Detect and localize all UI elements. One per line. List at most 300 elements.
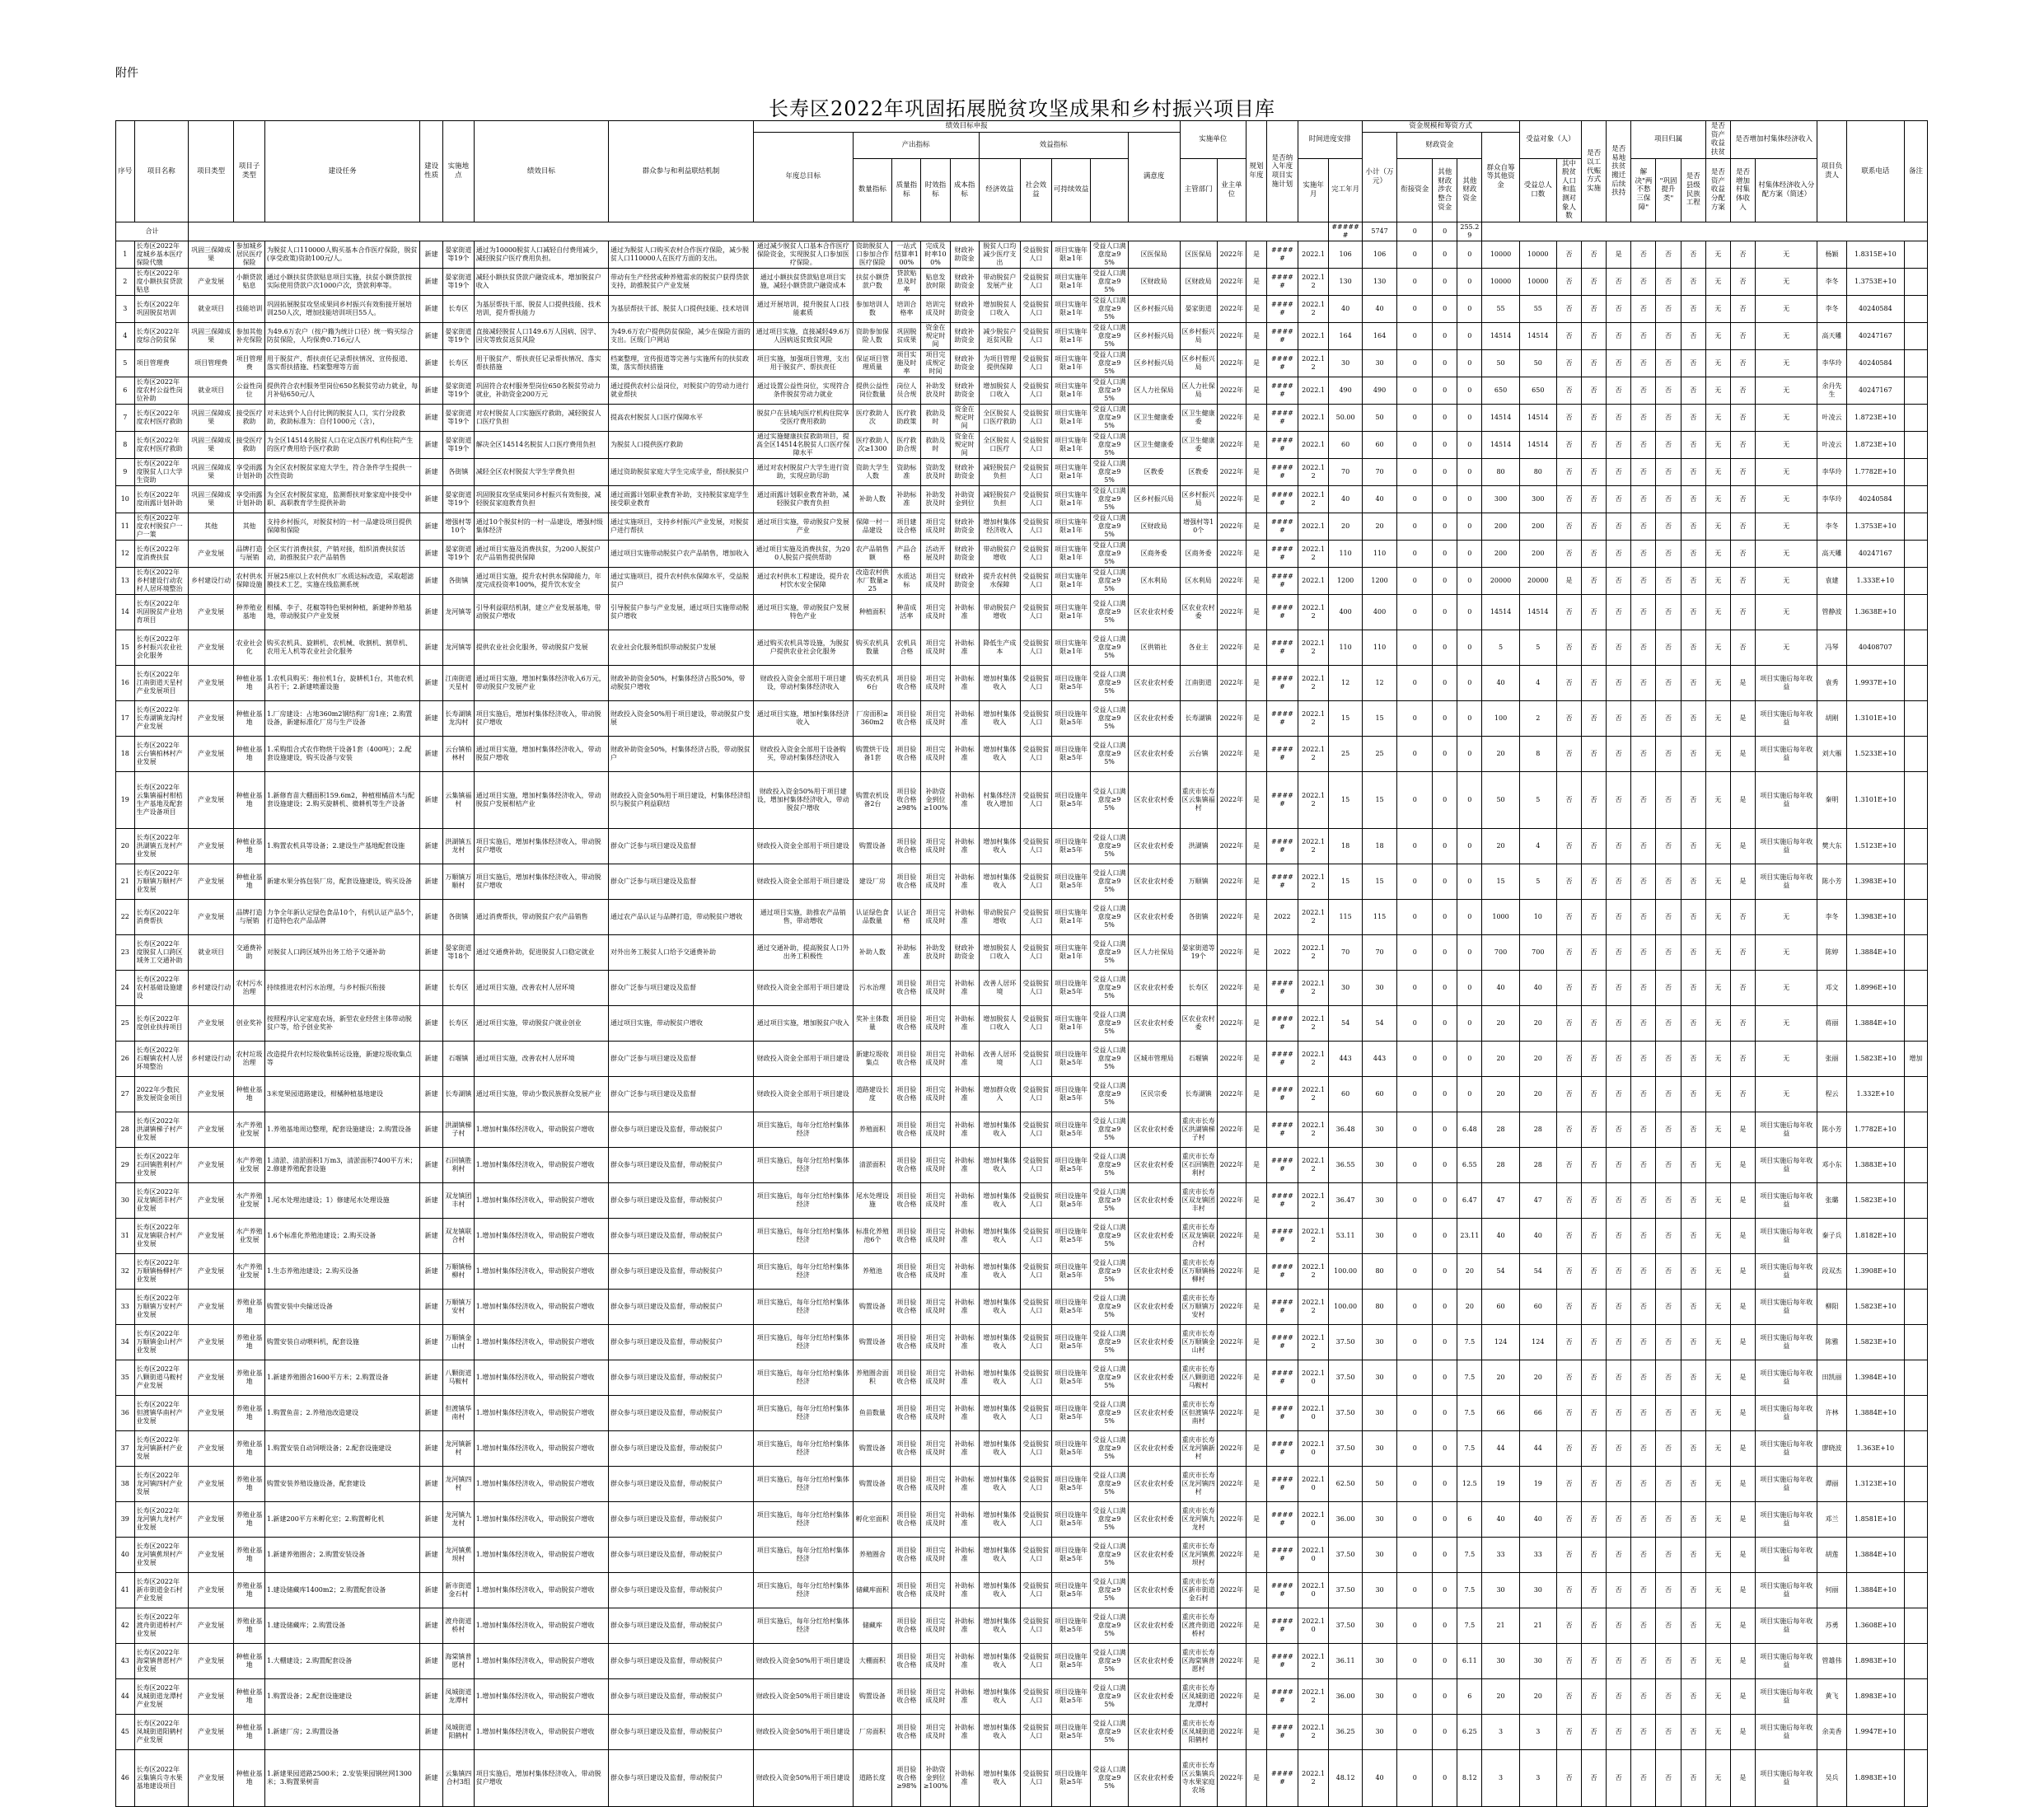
- table-cell: #####: [1267, 1076, 1298, 1112]
- table-cell: 完成及时率100%: [921, 241, 950, 268]
- table-cell: 救助及时: [921, 404, 950, 431]
- table-cell: 1.清淤、清淤面积1万m3，清淤面积7400平方米；2.修建养殖配套设施: [264, 1147, 419, 1182]
- table-cell: 1.8723E+10: [1846, 431, 1904, 458]
- table-cell: 产业发展: [188, 540, 233, 567]
- header-profit1: 是否资产收益分配方案: [1705, 158, 1730, 222]
- table-cell: 否: [1656, 899, 1681, 934]
- table-cell: 否: [1556, 771, 1581, 828]
- table-cell: 否: [1681, 1678, 1705, 1714]
- table-cell: 群众参与项目建设及监督，带动脱贫户: [609, 1643, 754, 1678]
- table-cell: 16: [116, 665, 135, 700]
- table-cell: 新建: [420, 1749, 443, 1806]
- table-cell: 2022年: [1217, 1182, 1246, 1218]
- table-cell: 带动有生产经营或种养殖需求的脱贫户获得贷款支持，助推脱贫户产业发展: [609, 268, 754, 295]
- table-cell: 0: [1433, 1537, 1457, 1572]
- table-cell: 长寿湖镇: [1180, 700, 1217, 736]
- table-cell: 项目实施年限≥1年: [1051, 934, 1091, 970]
- table-cell: 7.5: [1457, 1360, 1482, 1395]
- table-row: [116, 736, 1928, 771]
- table-cell: 受益人口满意度≥95%: [1091, 1501, 1128, 1537]
- table-cell: 40: [1482, 665, 1519, 700]
- table-cell: 区农业农村委: [1128, 1430, 1180, 1466]
- table-cell: 巩固三保障成果: [188, 322, 233, 349]
- table-cell: 31: [116, 1218, 135, 1253]
- table-cell: 0: [1397, 540, 1433, 567]
- table-cell: 1.3983E+10: [1846, 864, 1904, 899]
- table-row: [116, 630, 1928, 665]
- table-cell: 13: [116, 567, 135, 594]
- table-cell: 为基层帮扶干部、脱贫人口提供技能、技术培训: [609, 295, 754, 322]
- table-cell: 3米宽果园道路建设，柑橘种植基地建设: [264, 1076, 419, 1112]
- table-cell: 50: [1482, 349, 1519, 377]
- table-cell: 财政投入资金全部用于项目建设: [753, 1076, 853, 1112]
- table-cell: 200: [1482, 513, 1519, 540]
- table-cell: 0: [1433, 1643, 1457, 1678]
- table-cell: 否: [1656, 1005, 1681, 1041]
- table-cell: 是: [1730, 1324, 1755, 1360]
- header-end: 完工年月: [1329, 158, 1362, 222]
- table-cell: 小额贷款贴息: [234, 268, 265, 295]
- table-cell: 水产养殖业发展: [234, 1253, 265, 1289]
- table-cell: 受益人口满意度≥95%: [1091, 1360, 1128, 1395]
- table-cell: 44: [116, 1678, 135, 1714]
- table-cell: 农产品销售额: [853, 540, 892, 567]
- table-cell: 通过对农村脱贫户大学生进行资助，实现应助尽助: [753, 458, 853, 485]
- table-cell: 否: [1656, 404, 1681, 431]
- table-cell: 长寿区: [443, 970, 475, 1005]
- table-cell: 区卫生健康委: [1180, 404, 1217, 431]
- table-cell: 0: [1457, 540, 1482, 567]
- table-cell: 40: [1519, 970, 1556, 1005]
- table-cell: 项目完成及时: [921, 1395, 950, 1430]
- table-cell: [1905, 1643, 1928, 1678]
- table-cell: 项目完成及时: [921, 594, 950, 630]
- table-cell: 2022年: [1217, 349, 1246, 377]
- table-cell: 为49.6万农户提供防贫保险，减少在保险方面的支出。区级门户网站: [609, 322, 754, 349]
- table-cell: 70: [1362, 458, 1397, 485]
- table-cell: 新建: [420, 295, 443, 322]
- table-cell: 通过项目实施，增加村集体经济收入，带动脱贫户发展柑桔产业: [474, 771, 608, 828]
- table-cell: 0: [1433, 404, 1457, 431]
- table-cell: 否: [1556, 377, 1581, 404]
- table-cell: 是: [1730, 1112, 1755, 1147]
- table-cell: 项目验收合格≥98%: [892, 771, 921, 828]
- table-cell: 受益人口满意度≥95%: [1091, 567, 1128, 594]
- table-cell: 130: [1362, 268, 1397, 295]
- table-cell: 否: [1631, 540, 1656, 567]
- table-cell: 0: [1397, 771, 1433, 828]
- table-cell: 18: [1362, 828, 1397, 864]
- table-cell: 各业主: [1180, 630, 1217, 665]
- table-cell: 项目完成及时: [921, 1041, 950, 1076]
- table-cell: 受益人口满意度≥95%: [1091, 1324, 1128, 1360]
- table-cell: 各街镇: [443, 458, 475, 485]
- table-cell: 0: [1397, 1005, 1433, 1041]
- table-cell: 2022.12: [1298, 736, 1329, 771]
- table-cell: 长寿区2022年双龙镇联合村产业发展: [134, 1218, 188, 1253]
- table-cell: 通过雨露计划职业教育补助，减轻脱贫户教育负担: [753, 485, 853, 513]
- table-cell: 1.增加村集体经济收入，带动脱贫户增收: [474, 1714, 608, 1749]
- table-cell: 项目实施后每年收益: [1756, 1572, 1817, 1608]
- table-cell: #####: [1267, 377, 1298, 404]
- table-cell: 22: [116, 899, 135, 934]
- table-cell: 受益脱贫人口: [1021, 934, 1052, 970]
- table-cell: 否: [1607, 1360, 1631, 1395]
- table-cell: 否: [1656, 431, 1681, 458]
- table-cell: 20: [1482, 1041, 1519, 1076]
- table-cell: 受益人口满意度≥95%: [1091, 970, 1128, 1005]
- table-row: [116, 700, 1928, 736]
- table-cell: 渡舟街道桥村: [443, 1608, 475, 1643]
- table-cell: 30: [1362, 1324, 1397, 1360]
- table-cell: 是: [1246, 1537, 1266, 1572]
- table-cell: 0: [1397, 665, 1433, 700]
- table-cell: 长寿区2022年度农村公益性岗位补助: [134, 377, 188, 404]
- table-cell: 28: [1519, 1147, 1556, 1182]
- table-cell: 否: [1681, 431, 1705, 458]
- table-cell: 否: [1656, 1112, 1681, 1147]
- table-cell: 2022.12: [1298, 1678, 1329, 1714]
- table-cell: 0: [1397, 1678, 1433, 1714]
- table-cell: 长寿区2022年消费帮扶: [134, 899, 188, 934]
- table-cell: 6.48: [1457, 1112, 1482, 1147]
- table-cell: 否: [1656, 1678, 1681, 1714]
- table-cell: 项目验收合格: [892, 1041, 921, 1076]
- table-cell: 长寿区2022年渡舟街道桥村产业发展: [134, 1608, 188, 1643]
- table-cell: 2022.12: [1298, 1714, 1329, 1749]
- table-cell: 云台镇: [1180, 736, 1217, 771]
- table-cell: 33: [1482, 1537, 1519, 1572]
- table-cell: 是: [1246, 513, 1266, 540]
- table-cell: 项目实施后，每年分红给村集体经济: [753, 1608, 853, 1643]
- table-cell: 1.8983E+10: [1846, 1678, 1904, 1714]
- table-cell: [1905, 404, 1928, 431]
- table-cell: 是: [1246, 864, 1266, 899]
- table-cell: 否: [1631, 594, 1656, 630]
- table-cell: 受益脱贫人口: [1021, 1324, 1052, 1360]
- table-cell: 6.55: [1457, 1147, 1482, 1182]
- table-cell: [1905, 1395, 1928, 1430]
- table-cell: 2022.12: [1298, 1218, 1329, 1253]
- table-cell: 否: [1656, 349, 1681, 377]
- table-cell: 增加村集体收入: [979, 736, 1020, 771]
- table-cell: 否: [1730, 295, 1755, 322]
- table-cell: 厂房面积≥360m2: [853, 700, 892, 736]
- total-sub-fiscal: 5747: [1362, 222, 1397, 241]
- table-cell: 补助标准: [950, 970, 979, 1005]
- table-cell: 27: [116, 1076, 135, 1112]
- table-cell: 否: [1681, 700, 1705, 736]
- table-cell: 种植业基地: [234, 828, 265, 864]
- table-cell: 其他: [234, 513, 265, 540]
- table-cell: 0: [1457, 828, 1482, 864]
- table-cell: 32: [116, 1253, 135, 1289]
- table-cell: 否: [1556, 1076, 1581, 1112]
- table-cell: 否: [1656, 665, 1681, 700]
- table-cell: 新建: [420, 1466, 443, 1501]
- table-cell: 0: [1433, 1608, 1457, 1643]
- table-cell: 带动脱贫户发展产业: [979, 268, 1020, 295]
- table-cell: 项目实施后，每年分红给村集体经济: [753, 1112, 853, 1147]
- table-cell: 0: [1433, 241, 1457, 268]
- table-cell: 否: [1582, 700, 1607, 736]
- header-self-fund: 群众自筹等其他资金: [1482, 132, 1519, 222]
- table-cell: 30: [1362, 1643, 1397, 1678]
- table-cell: 否: [1631, 1430, 1656, 1466]
- table-cell: 培训合格率: [892, 295, 921, 322]
- table-cell: 否: [1556, 485, 1581, 513]
- table-cell: 叶凌云: [1817, 431, 1846, 458]
- table-cell: 21: [116, 864, 135, 899]
- table-cell: 否: [1681, 1076, 1705, 1112]
- table-cell: 全区实行消费扶贫，产销对接，组织消费扶贫活动，助推脱贫户农产品销售: [264, 540, 419, 567]
- table-cell: 补助标准: [950, 1041, 979, 1076]
- table-cell: 否: [1582, 864, 1607, 899]
- table-cell: 补助标准: [950, 1395, 979, 1430]
- table-cell: 3: [1482, 1749, 1519, 1806]
- table-cell: 否: [1607, 828, 1631, 864]
- table-cell: 20: [1482, 1076, 1519, 1112]
- table-cell: 1.8983E+10: [1846, 1749, 1904, 1806]
- table-cell: 否: [1556, 1678, 1581, 1714]
- table-cell: 项目实施后每年收益: [1756, 665, 1817, 700]
- table-cell: 1.7782E+10: [1846, 1112, 1904, 1147]
- table-cell: 1.5823E+10: [1846, 1182, 1904, 1218]
- table-cell: 降低生产成本: [979, 630, 1020, 665]
- table-cell: 否: [1656, 295, 1681, 322]
- table-row: [116, 513, 1928, 540]
- table-cell: 无: [1705, 700, 1730, 736]
- table-cell: 区财政局: [1128, 513, 1180, 540]
- table-cell: 0: [1433, 1289, 1457, 1324]
- table-cell: 无: [1756, 1076, 1817, 1112]
- table-cell: 0: [1397, 1395, 1433, 1430]
- table-cell: 20: [1519, 1360, 1556, 1395]
- table-cell: 是: [1246, 268, 1266, 295]
- table-cell: 2022.10: [1298, 1395, 1329, 1430]
- table-cell: 项目完成及时: [921, 828, 950, 864]
- table-cell: 1.3884E+10: [1846, 1395, 1904, 1430]
- table-cell: [1905, 241, 1928, 268]
- table-cell: 通过项目实施，带动脱贫户发展特色产业: [753, 594, 853, 630]
- table-cell: 区财政局: [1180, 268, 1217, 295]
- table-cell: 财政补助资金: [950, 513, 979, 540]
- table-cell: 否: [1730, 458, 1755, 485]
- table-cell: 14514: [1519, 431, 1556, 458]
- table-cell: 区医保局: [1180, 241, 1217, 268]
- table-cell: 区乡村振兴局: [1128, 295, 1180, 322]
- table-cell: 项目实施后，增加村集体经济收入，带动脱贫户增收: [474, 1749, 608, 1806]
- table-cell: 增加群众收入: [979, 1076, 1020, 1112]
- table-cell: 区教委: [1128, 458, 1180, 485]
- table-cell: 无: [1705, 404, 1730, 431]
- table-cell: 2022年: [1217, 1076, 1246, 1112]
- table-cell: 2022年: [1217, 268, 1246, 295]
- table-cell: 36: [116, 1395, 135, 1430]
- table-cell: 0: [1397, 404, 1433, 431]
- table-cell: 余丹先生: [1817, 377, 1846, 404]
- table-cell: 否: [1631, 1537, 1656, 1572]
- table-cell: 项目设施年限≥5年: [1051, 700, 1091, 736]
- table-cell: 项目设施年限≥5年: [1051, 1076, 1091, 1112]
- table-cell: 36.25: [1329, 1714, 1362, 1749]
- table-cell: 受益脱贫人口: [1021, 322, 1052, 349]
- table-cell: 污水治理: [853, 970, 892, 1005]
- table-cell: 龙河镇蕉坝村: [443, 1537, 475, 1572]
- table-cell: 2022.12: [1298, 864, 1329, 899]
- table-cell: 否: [1582, 1324, 1607, 1360]
- table-cell: 财政投入资金50%用于项目建设: [753, 1678, 853, 1714]
- table-cell: 30: [1362, 1430, 1397, 1466]
- header-economic: 经济效益: [979, 158, 1020, 222]
- table-cell: 是: [1246, 736, 1266, 771]
- table-cell: 否: [1582, 899, 1607, 934]
- table-row: [116, 241, 1928, 268]
- table-cell: 新建: [420, 1501, 443, 1537]
- table-cell: 0: [1457, 485, 1482, 513]
- table-cell: 7.5: [1457, 1430, 1482, 1466]
- table-cell: 为49.6万农户（按户籍为统计口径）统一购买综合防贫保险，人均保费0.716元/人: [264, 322, 419, 349]
- table-cell: 水产养殖业发展: [234, 1182, 265, 1218]
- table-cell: 否: [1656, 1643, 1681, 1678]
- table-cell: 无: [1705, 1572, 1730, 1608]
- table-cell: 新建: [420, 268, 443, 295]
- table-cell: 21: [1482, 1608, 1519, 1643]
- table-cell: 44: [1519, 1430, 1556, 1466]
- table-cell: 40408707: [1846, 630, 1904, 665]
- table-cell: 引导利益联结机制，建立产业发展基地，带动脱贫户增收: [474, 594, 608, 630]
- table-cell: 产品合格: [892, 540, 921, 567]
- table-cell: 否: [1582, 1218, 1607, 1253]
- table-cell: 否: [1607, 1608, 1631, 1643]
- table-cell: 54: [1362, 1005, 1397, 1041]
- table-cell: 财政投入资金50%用于项目建设，增加村集体经济收入，带动脱贫户增收: [753, 771, 853, 828]
- table-cell: 300: [1482, 485, 1519, 513]
- table-cell: 2022年: [1217, 1749, 1246, 1806]
- table-cell: 长寿区2022年度城乡基本医疗保险代缴: [134, 241, 188, 268]
- table-cell: 增加村集体收入: [979, 700, 1020, 736]
- table-cell: 群众参与项目建设及监督，带动脱贫户: [609, 1678, 754, 1714]
- table-cell: 37.50: [1329, 1537, 1362, 1572]
- table-cell: 否: [1607, 1112, 1631, 1147]
- table-cell: 双龙镇联合村: [443, 1218, 475, 1253]
- table-row: [116, 1005, 1928, 1041]
- table-cell: #####: [1267, 567, 1298, 594]
- table-cell: 30: [1362, 1537, 1397, 1572]
- table-cell: 开展25座以上农村供水厂水质达标改造，采取超滤膜技术工艺，实施在线监测系统: [264, 567, 419, 594]
- table-cell: 区农业农村委: [1128, 1395, 1180, 1430]
- table-cell: 否: [1556, 1360, 1581, 1395]
- table-cell: 28: [1482, 1147, 1519, 1182]
- table-cell: 袁建: [1817, 567, 1846, 594]
- table-cell: 重庆市长寿区万顺镇万安村: [1180, 1289, 1217, 1324]
- table-cell: 否: [1631, 1714, 1656, 1749]
- table-cell: 八颗街道马鞍村: [443, 1360, 475, 1395]
- table-cell: 刘大雁: [1817, 736, 1846, 771]
- table-cell: 补助人数: [853, 934, 892, 970]
- table-cell: 1.购置设备；2.配套设施建设: [264, 1678, 419, 1714]
- table-cell: 否: [1607, 404, 1631, 431]
- table-cell: 为脱贫人口提供医疗救助: [609, 431, 754, 458]
- table-cell: 48.12: [1329, 1749, 1362, 1806]
- table-cell: 区农业农村委: [1128, 1253, 1180, 1289]
- table-cell: 补助标准: [950, 665, 979, 700]
- table-cell: 受益人口满意度≥95%: [1091, 1643, 1128, 1678]
- table-cell: 重庆市长寿区海棠镇普愿村: [1180, 1643, 1217, 1678]
- table-cell: 否: [1681, 1147, 1705, 1182]
- table-cell: 否: [1607, 1324, 1631, 1360]
- table-cell: 1.8983E+10: [1846, 1643, 1904, 1678]
- table-cell: 各街镇: [443, 567, 475, 594]
- table-row: [116, 377, 1928, 404]
- table-cell: 是: [1730, 1182, 1755, 1218]
- table-cell: 60: [1329, 1076, 1362, 1112]
- table-cell: 无: [1705, 630, 1730, 665]
- table-cell: 490: [1362, 377, 1397, 404]
- table-cell: 受益人口满意度≥95%: [1091, 1466, 1128, 1501]
- table-cell: 1.333E+10: [1846, 567, 1904, 594]
- table-cell: 38: [116, 1466, 135, 1501]
- table-cell: 否: [1631, 700, 1656, 736]
- table-cell: 无: [1705, 349, 1730, 377]
- table-cell: 0: [1397, 1608, 1433, 1643]
- table-cell: 受益人口满意度≥95%: [1091, 431, 1128, 458]
- table-cell: 2022.1: [1298, 322, 1329, 349]
- table-cell: 否: [1681, 1005, 1705, 1041]
- table-cell: 否: [1607, 1253, 1631, 1289]
- table-cell: 种植业基地: [234, 771, 265, 828]
- table-cell: 2022.12: [1298, 458, 1329, 485]
- table-cell: 增加村集体收入: [979, 665, 1020, 700]
- table-cell: 50.00: [1329, 404, 1362, 431]
- table-cell: 否: [1631, 513, 1656, 540]
- table-cell: 通过开展培训，提升脱贫人口技能素质: [753, 295, 853, 322]
- table-cell: 0: [1457, 458, 1482, 485]
- table-cell: 道路长度: [853, 1749, 892, 1806]
- table-cell: 无: [1705, 431, 1730, 458]
- table-cell: 0: [1457, 700, 1482, 736]
- table-cell: 项目完成及时: [921, 864, 950, 899]
- table-cell: 增加村集体收入: [979, 1289, 1020, 1324]
- total-other-fiscal2: 0: [1433, 222, 1457, 241]
- table-cell: 否: [1656, 1147, 1681, 1182]
- table-cell: 无: [1705, 1041, 1730, 1076]
- table-cell: 否: [1681, 513, 1705, 540]
- table-cell: 区民宗委: [1128, 1076, 1180, 1112]
- table-cell: 否: [1681, 1253, 1705, 1289]
- table-cell: 接受医疗救助: [234, 431, 265, 458]
- table-cell: 医疗救助人次: [853, 404, 892, 431]
- table-cell: 养殖业基地: [234, 1289, 265, 1324]
- table-cell: 项目建设合格: [892, 513, 921, 540]
- table-cell: 否: [1656, 1430, 1681, 1466]
- table-cell: 无: [1705, 1182, 1730, 1218]
- table-cell: 4: [1519, 828, 1556, 864]
- table-row: [116, 1430, 1928, 1466]
- table-cell: 25: [116, 1005, 135, 1041]
- table-cell: 养殖池: [853, 1253, 892, 1289]
- table-cell: 40: [1329, 295, 1362, 322]
- table-cell: 种植业基地: [234, 1643, 265, 1678]
- table-cell: 0: [1433, 828, 1457, 864]
- table-cell: 苏勇: [1817, 1608, 1846, 1643]
- table-cell: 补助资金到位≥100%: [921, 771, 950, 828]
- table-cell: 1.新建果园道路2500米；2.安装果园钢丝网1300米；3.购置果树苗: [264, 1749, 419, 1806]
- table-cell: 区农业农村委: [1128, 1537, 1180, 1572]
- table-cell: #####: [1267, 268, 1298, 295]
- table-cell: [1905, 1360, 1928, 1395]
- table-cell: 无: [1705, 322, 1730, 349]
